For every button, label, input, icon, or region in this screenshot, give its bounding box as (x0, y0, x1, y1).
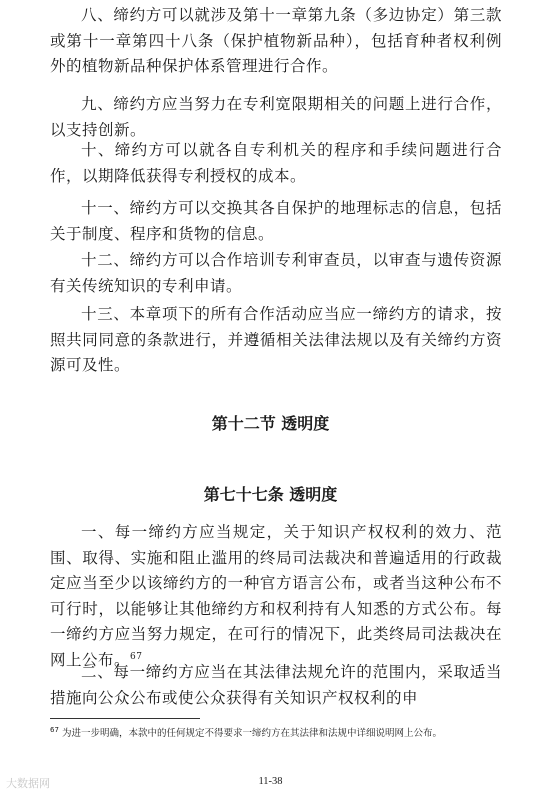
paragraph-13 (50, 302, 502, 379)
paragraph-9 (50, 92, 502, 143)
paragraph-text (50, 520, 502, 673)
paragraph-text: 十一、缔约方可以交换其各自保护的地理标志的信息，包括关于制度、程序和货物的信息。 (50, 199, 502, 243)
paragraph-text: 十、缔约方可以就各自专利机关的程序和手续问题进行合作，以期降低获得专利授权的成本。 (50, 141, 502, 185)
paragraph-text: 八、缔约方可以就涉及第十一章第九条（多边协定）第三款或第十一章第四十八条（保护植物新品种），包括育种者权利例外的植物新品种保护体系管理进行合作。 (50, 6, 502, 75)
paragraph-8 (50, 3, 502, 80)
page-number: 11-38 (258, 776, 283, 787)
article-paragraph-1 (50, 520, 502, 673)
paragraph-text: 十三、本章项下的所有合作活动应当应一缔约方的请求，按照共同同意的条款进行，并遵循相关法律法规以及有关缔约方资源可及性。 (50, 305, 502, 374)
paragraph-11 (50, 196, 502, 247)
paragraph-12 (50, 248, 502, 299)
footnote-divider (50, 718, 200, 719)
section-heading: 第十二节 透明度 (211, 414, 330, 433)
watermark-logo: 大数据网 (6, 777, 50, 790)
paragraph-text: 九、缔约方应当努力在专利宽限期相关的问题上进行合作，以支持创新。 (50, 95, 502, 139)
article-heading: 第七十七条 透明度 (203, 485, 338, 504)
paragraph-text: 十二、缔约方可以合作培训专利审查员，以审查与遗传资源有关传统知识的专利申请。 (50, 251, 502, 295)
footnote-reference[interactable]: 67 (130, 651, 143, 662)
footnote-number: 67 (50, 725, 59, 734)
footnote (50, 726, 510, 741)
paragraph-text: 二、每一缔约方应当在其法律法规允许的范围内，采取适当措施向公众公布或使公众获得有关知识产权权利的申 (50, 663, 502, 707)
footnote-text: 为进一步明确，本款中的任何规定不得要求一缔约方在其法律和法规中详细说明网上公布。 (61, 728, 442, 739)
article-paragraph-2 (50, 660, 502, 711)
paragraph-10 (50, 138, 502, 189)
paragraph-body: 一、每一缔约方应当规定，关于知识产权权利的效力、范围、取得、实施和阻止滥用的终局司法裁决和普遍适用的行政裁定应当至少以该缔约方的一种官方语言公布，或者当这种公布不可行时，以能够让其他缔约方和权利持有人知悉的方式公布。每一缔约方应当努力规定，在可行的情况下，此类终局司法裁决在网上公布。 (50, 523, 502, 669)
